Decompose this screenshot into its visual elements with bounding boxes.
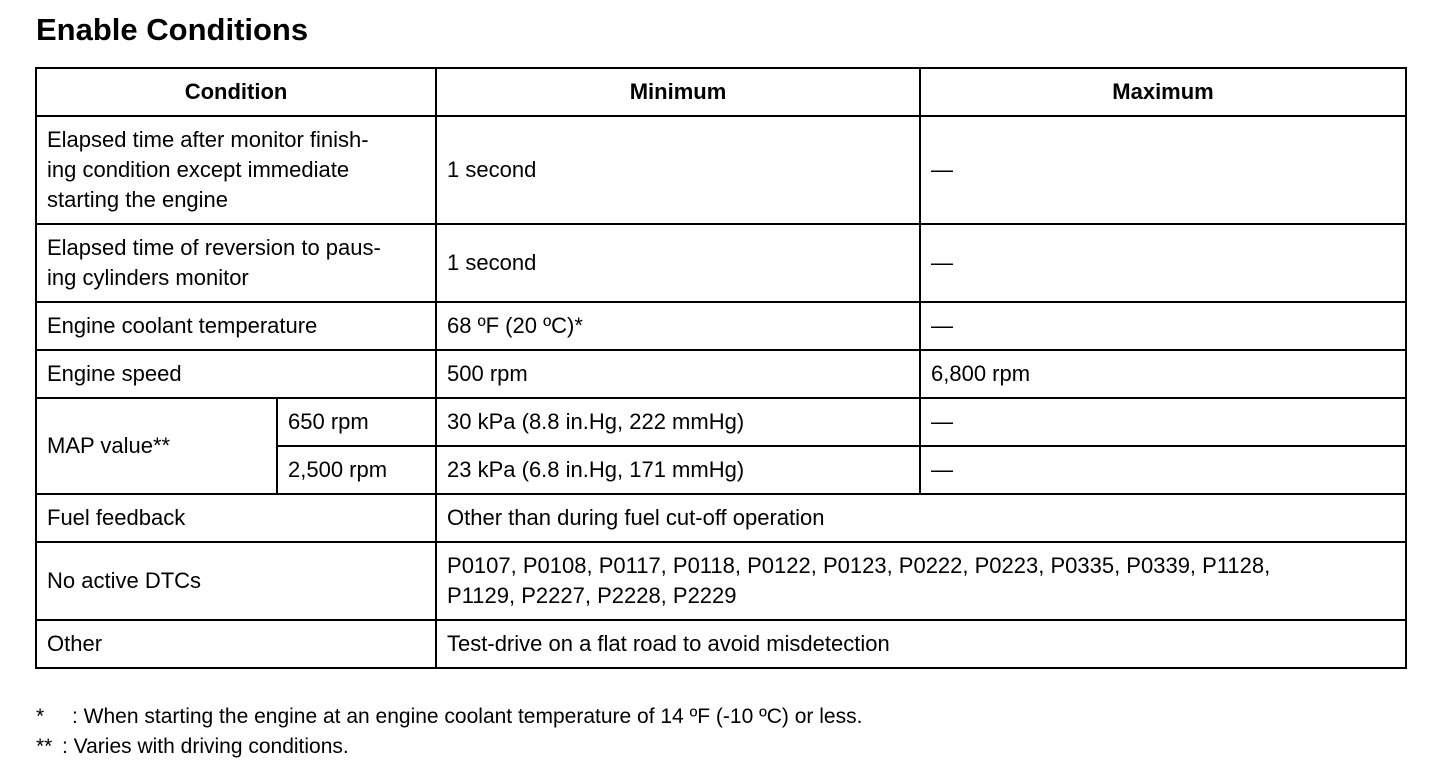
footnotes xyxy=(36,702,862,762)
minimum-cell: 1 second xyxy=(436,116,920,224)
table-row xyxy=(36,620,1406,668)
header-maximum: Maximum xyxy=(920,68,1406,116)
condition-text: Elapsed time of reversion to paus- ing cylinders monitor xyxy=(47,235,381,290)
table-row xyxy=(36,302,1406,350)
condition-cell xyxy=(36,116,436,224)
minimum-cell: 68 ºF (20 ºC)* xyxy=(436,302,920,350)
dtc-list: P0107, P0108, P0117, P0118, P0122, P0123, P0222, P0223, P0335, P0339, P1128, P1129, P2227, P2228, P2229 xyxy=(447,553,1271,608)
condition-cell: MAP value** xyxy=(36,398,277,494)
condition-cell: Fuel feedback xyxy=(36,494,436,542)
footnote-text: : Varies with driving conditions. xyxy=(62,735,349,758)
maximum-cell: — xyxy=(920,116,1406,224)
rpm-cell: 2,500 rpm xyxy=(277,446,436,494)
maximum-cell: — xyxy=(920,224,1406,302)
footnote-text: : When starting the engine at an engine coolant temperature of 14 ºF (-10 ºC) or less. xyxy=(72,705,863,728)
table-row xyxy=(36,116,1406,224)
table-row xyxy=(36,350,1406,398)
minimum-cell: 30 kPa (8.8 in.Hg, 222 mmHg) xyxy=(436,398,920,446)
table-row xyxy=(36,224,1406,302)
maximum-cell: — xyxy=(920,398,1406,446)
table-row xyxy=(36,542,1406,620)
condition-cell: No active DTCs xyxy=(36,542,436,620)
table-row xyxy=(36,494,1406,542)
footnote-mark: ** xyxy=(36,735,53,758)
maximum-cell: 6,800 rpm xyxy=(920,350,1406,398)
condition-cell: Engine coolant temperature xyxy=(36,302,436,350)
table-row xyxy=(36,398,1406,446)
footnote xyxy=(36,732,862,762)
header-minimum: Minimum xyxy=(436,68,920,116)
condition-cell: Other xyxy=(36,620,436,668)
minimum-cell: 500 rpm xyxy=(436,350,920,398)
value-cell: Test-drive on a flat road to avoid misdetection xyxy=(436,620,1406,668)
minimum-cell: 1 second xyxy=(436,224,920,302)
condition-cell: Engine speed xyxy=(36,350,436,398)
header-condition: Condition xyxy=(36,68,436,116)
enable-conditions-table xyxy=(35,67,1407,669)
maximum-cell: — xyxy=(920,446,1406,494)
footnote-mark: * xyxy=(36,705,45,728)
value-cell: Other than during fuel cut-off operation xyxy=(436,494,1406,542)
condition-text: Elapsed time after monitor finish- ing condition except immediate starting the engine xyxy=(47,127,369,212)
rpm-cell: 650 rpm xyxy=(277,398,436,446)
value-cell xyxy=(436,542,1406,620)
maximum-cell: — xyxy=(920,302,1406,350)
page-title: Enable Conditions xyxy=(36,12,309,47)
table-header-row xyxy=(36,68,1406,116)
minimum-cell: 23 kPa (6.8 in.Hg, 171 mmHg) xyxy=(436,446,920,494)
footnote xyxy=(36,702,862,732)
condition-cell xyxy=(36,224,436,302)
